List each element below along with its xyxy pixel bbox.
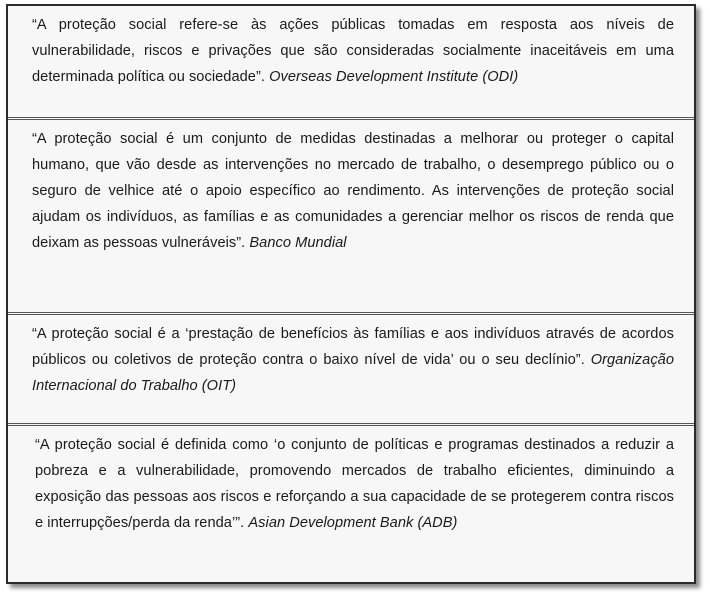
definition-cell-adb xyxy=(8,423,694,582)
definition-source: Overseas Development Institute (ODI) xyxy=(269,69,519,85)
definition-quote: “A proteção social é um conjunto de medidas destinadas a melhorar ou proteger o capital humano, que vão desde as intervenções no mercado de trabalho, o desemprego público ou o seguro de velhice até o apoio específico ao rendimento. As intervenções de proteção social ajudam os indivíduos, as famílias e as comunidades a gerenciar melhor os riscos de renda que deixam as pessoas vulneráveis”. xyxy=(32,131,674,251)
definition-cell-banco-mundial xyxy=(8,117,694,312)
definitions-table xyxy=(6,4,696,584)
definition-quote: “A proteção social refere-se às ações públicas tomadas em resposta aos níveis de vulnerabilidade, riscos e privações que são consideradas socialmente inaceitáveis em uma determinada política ou sociedade”. xyxy=(32,17,674,85)
definition-source: Organização Internacional do Trabalho (OIT) xyxy=(32,352,674,394)
definition-cell-oit xyxy=(8,312,694,423)
definition-cell-odi xyxy=(8,6,694,117)
definition-quote: “A proteção social é definida como ‘o conjunto de políticas e programas destinados a reduzir a pobreza e a vulnerabilidade, promovendo mercados de trabalho eficientes, diminuindo a exposição das pessoas aos riscos e reforçando a sua capacidade de se protegerem contra riscos e interrupções/perda da renda’”. xyxy=(35,437,674,531)
definition-source: Asian Development Bank (ADB) xyxy=(248,515,458,531)
definition-quote: “A proteção social é a ‘prestação de benefícios às famílias e aos indivíduos através de acordos públicos ou coletivos de proteção contra o baixo nível de vida’ ou o seu declínio”. xyxy=(32,326,674,368)
definition-source: Banco Mundial xyxy=(249,235,347,251)
